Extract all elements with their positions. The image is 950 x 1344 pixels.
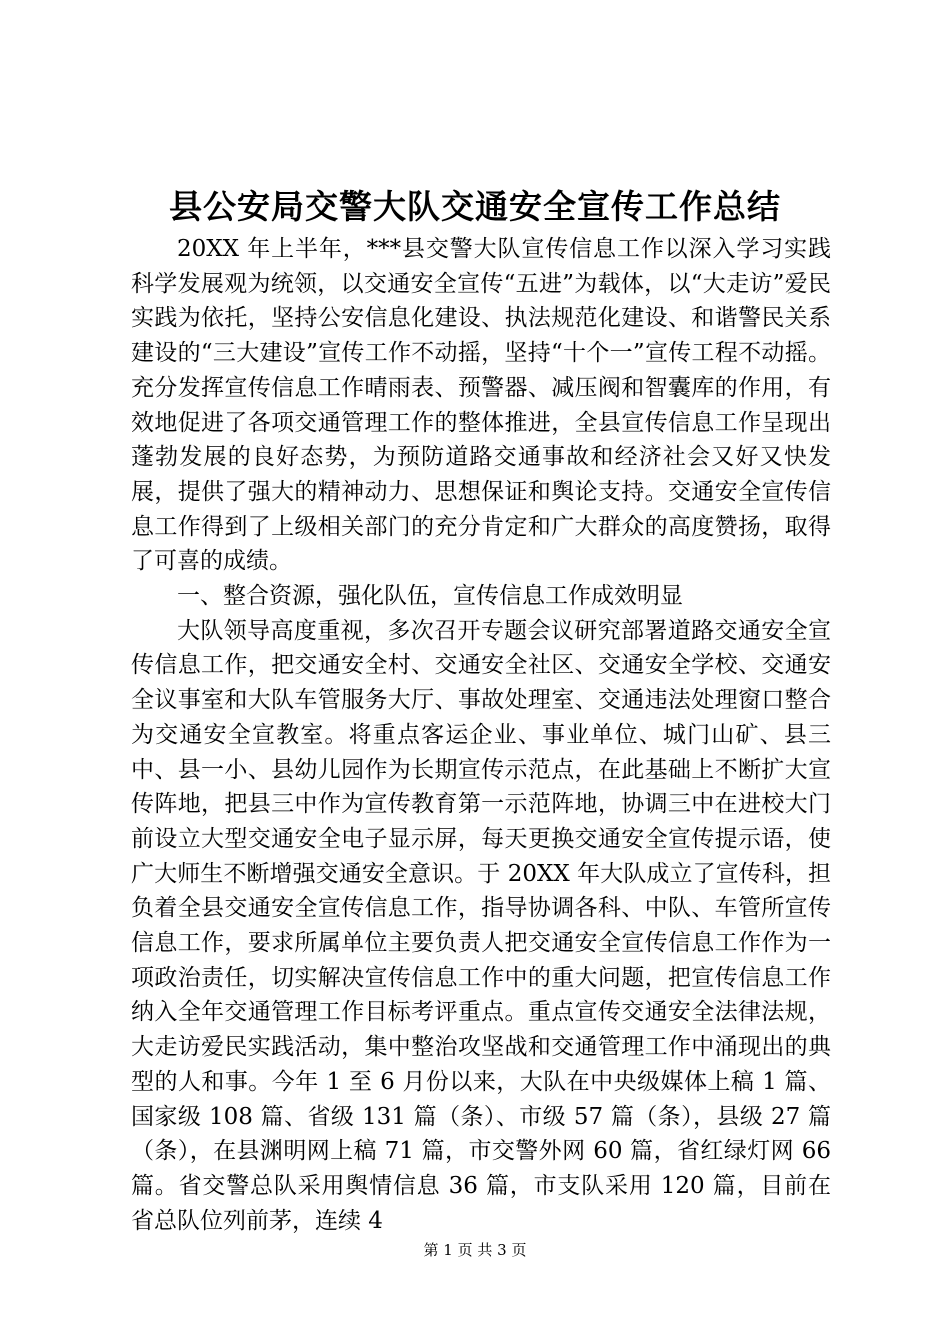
paragraph-intro: 20XX 年上半年，***县交警大队宣传信息工作以深入学习实践科学发展观为统领，以交通安全宣传“五进”为载体，以“大走访”爱民实践为依托，坚持公安信息化建设、执法规范化建设、和谐警民关系建设的“三大建设”宣传工作不动摇，坚持“十个一”宣传工程不动摇。充分发挥宣传信息工作晴雨表、预警器、减压阀和智囊库的作用，有效地促进了各项交通管理工作的整体推进，全县宣传信息工作呈现出蓬勃发展的良好态势，为预防道路交通事故和经济社会又好又快发展，提供了强大的精神动力、思想保证和舆论支持。交通安全宣传信息工作得到了上级相关部门的充分肯定和广大群众的高度赞扬，取得了可喜的成绩。 — [131, 236, 831, 575]
paragraph-section-1: 大队领导高度重视，多次召开专题会议研究部署道路交通安全宣传信息工作，把交通安全村、交通安全社区、交通安全学校、交通安全议事室和大队车管服务大厅、事故处理室、交通违法处理窗口整合为交通安全宣教室。将重点客运企业、事业单位、城门山矿、县三中、县一小、县幼儿园作为长期宣传示范点，在此基础上不断扩大宣传阵地，把县三中作为宣传教育第一示范阵地，协调三中在进校大门前设立大型交通安全电子显示屏，每天更换交通安全宣传提示语，使广大师生不断增强交通安全意识。于 20XX 年大队成立了宣传科，担负着全县交通安全宣传信息工作，指导协调各科、中队、车管所宣传信息工作，要求所属单位主要负责人把交通安全宣传信息工作作为一项政治责任，切实解决宣传信息工作中的重大问题，把宣传信息工作纳入全年交通管理工作目标考评重点。重点宣传交通安全法律法规，大走访爱民实践活动，集中整治攻坚战和交通管理工作中涌现出的典型的人和事。今年 1 至 6 月份以来，大队在中央级媒体上稿 1 篇、国家级 108 篇、省级 131 篇（条）、市级 57 篇（条），县级 27 篇（条），在县渊明网上稿 71 篇，市交警外网 60 篇，省红绿灯网 66 篇。省交警总队采用舆情信息 36 篇，市支队采用 120 篇，目前在省总队位列前茅，连续 4 — [131, 617, 831, 1234]
page-footer — [0, 1240, 950, 1260]
document-title: 县公安局交警大队交通安全宣传工作总结 — [169, 187, 781, 226]
document-body — [131, 232, 831, 1238]
section-heading-1: 一、整合资源，强化队伍，宣传信息工作成效明显 — [177, 583, 683, 610]
page-number: 第 1 页 共 3 页 — [423, 1241, 527, 1259]
